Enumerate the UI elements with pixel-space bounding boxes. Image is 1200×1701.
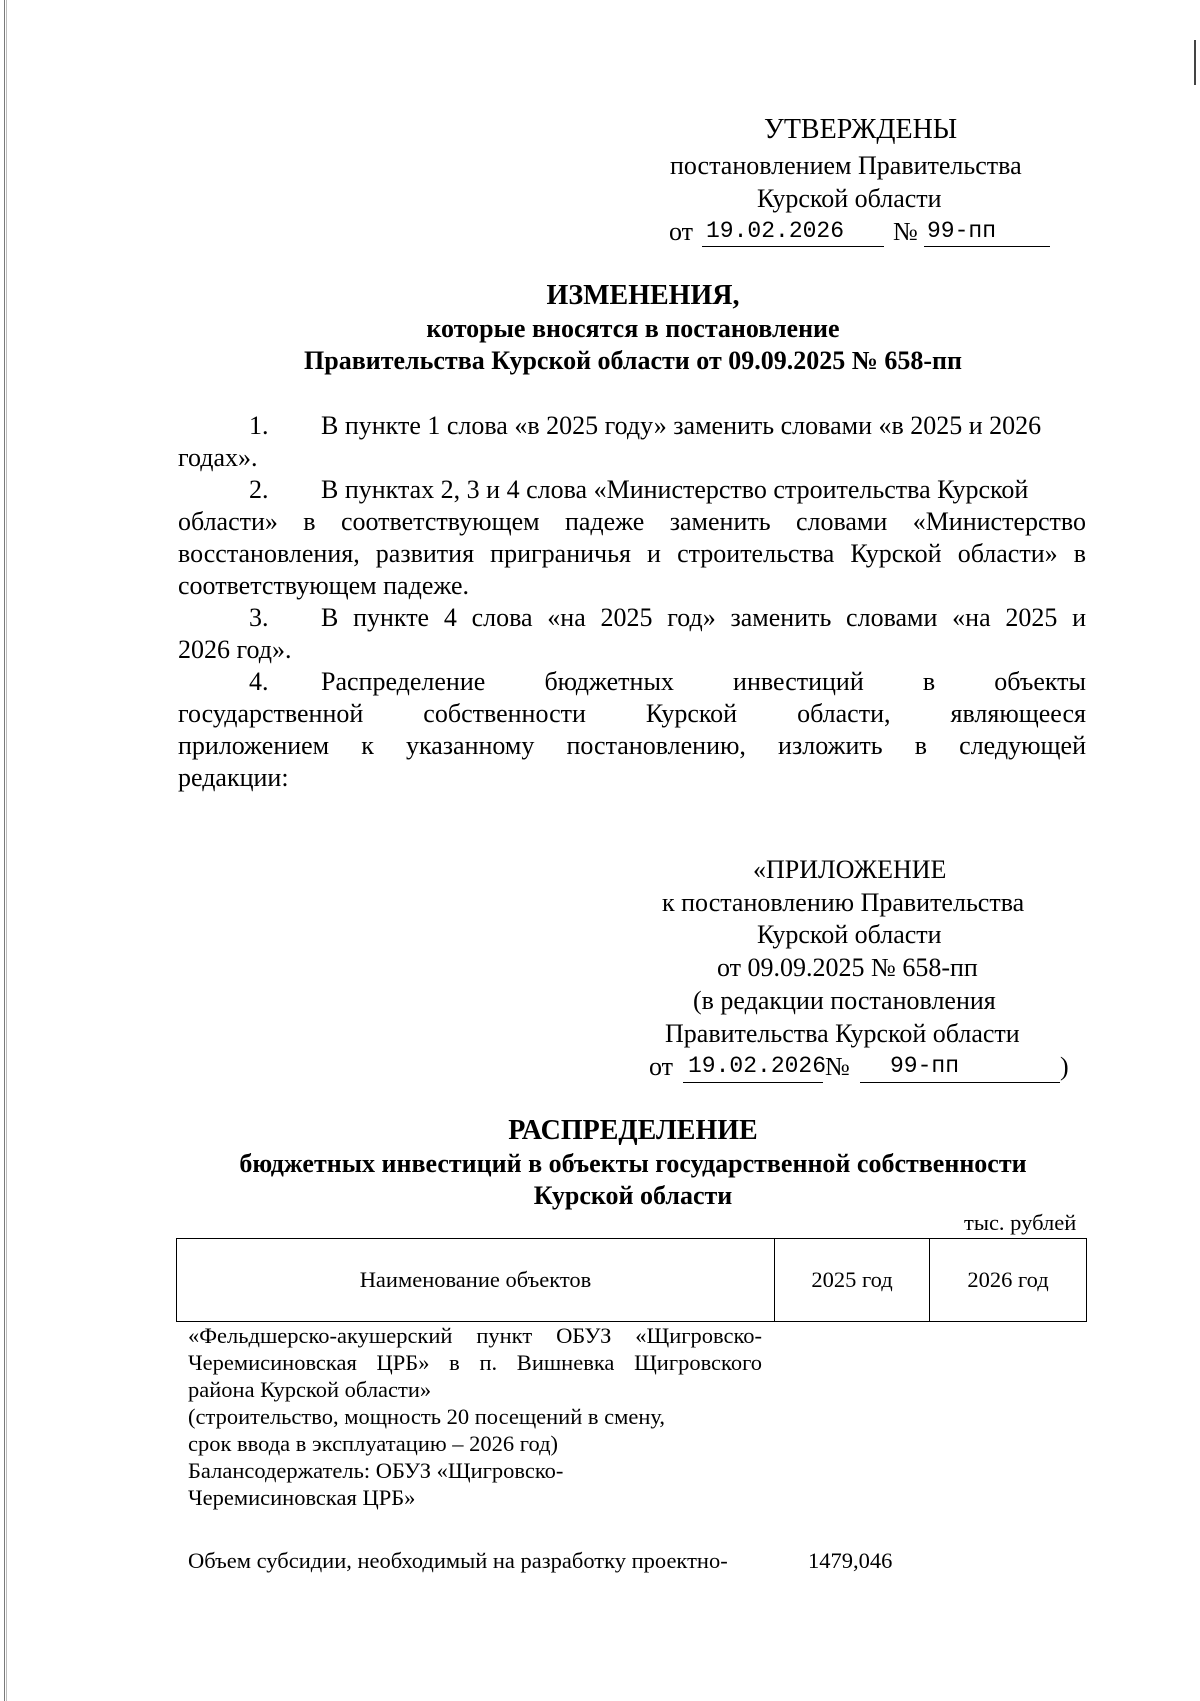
item-text: годах». (178, 443, 258, 472)
approval-line: Курской области (757, 184, 942, 213)
object-line: Черемисиновская ЦРБ» (188, 1485, 416, 1510)
approval-number: 99-пп (927, 218, 997, 244)
approval-title: УТВЕРЖДЕНЫ (764, 114, 958, 145)
change-item-1 (178, 410, 1086, 474)
item-number: 3. (249, 603, 269, 632)
object-line: Балансодержатель: ОБУЗ «Щигровско- (188, 1458, 564, 1483)
scan-edge (1194, 40, 1196, 85)
distribution-subtitle: бюджетных инвестиций в объекты государственной собственности (239, 1149, 1027, 1178)
subsidy-label: Объем субсидии, необходимый на разработку проектно- (188, 1548, 728, 1573)
changes-subtitle: Правительства Курской области от 09.09.2025 № 658-пп (304, 346, 962, 375)
item-text: В пунктах 2, 3 и 4 слова «Министерство строительства Курской (321, 475, 1029, 504)
appendix-line: Курской области (757, 920, 942, 949)
changes-subtitle: которые вносятся в постановление (426, 314, 840, 343)
appendix-number-label: № (825, 1052, 850, 1081)
header-cell-name: Наименование объектов (177, 1239, 775, 1322)
distribution-subtitle: Курской области (533, 1181, 733, 1210)
appendix-line: Правительства Курской области (665, 1019, 1020, 1048)
object-description (188, 1322, 762, 1511)
scan-edge (4, 0, 5, 1701)
item-text: Распределение бюджетных инвестиций в объекты (321, 667, 1086, 696)
item-text: В пункте 4 слова «на 2025 год» заменить словами «на 2025 и (321, 603, 1086, 632)
item-text: соответствующем падеже. (178, 571, 470, 600)
approval-date: 19.02.2026 (706, 218, 845, 244)
units-label: тыс. рублей (964, 1210, 1077, 1235)
distribution-table (176, 1238, 1087, 1322)
approval-number-label: № (893, 217, 918, 246)
object-line: района Курской области» (188, 1377, 432, 1402)
scan-edge (6, 0, 7, 1701)
object-line: (строительство, мощность 20 посещений в смену, (188, 1404, 666, 1429)
object-line: «Фельдшерско-акушерский пункт ОБУЗ «Щигровско- (188, 1323, 762, 1348)
change-item-2 (178, 474, 1086, 602)
appendix-close: ) (1060, 1052, 1069, 1081)
item-text: восстановления, развития приграничья и строительства Курской области» в (178, 539, 1086, 568)
appendix-line: к постановлению Правительства (662, 888, 1025, 917)
item-text: В пункте 1 слова «в 2025 году» заменить словами «в 2025 и 2026 (321, 411, 1042, 440)
item-number: 1. (249, 411, 269, 440)
item-text: редакции: (178, 763, 289, 792)
object-line: срок ввода в эксплуатацию – 2026 год) (188, 1431, 559, 1456)
appendix-date: 19.02.2026 (688, 1053, 827, 1079)
change-item-3 (178, 602, 1086, 666)
appendix-from-label: от (649, 1052, 674, 1081)
table-header-row (177, 1239, 1087, 1322)
item-text: приложением к указанному постановлению, изложить в следующей (178, 731, 1086, 760)
change-item-4 (178, 666, 1086, 794)
appendix-line: (в редакции постановления (693, 986, 996, 1015)
header-cell-2025: 2025 год (775, 1239, 930, 1322)
item-text: 2026 год». (178, 635, 292, 664)
item-text: области» в соответствующем падеже заменить словами «Министерство (178, 507, 1086, 536)
approval-from-label: от (669, 217, 694, 246)
appendix-number: 99-пп (890, 1053, 960, 1079)
subsidy-value-2025: 1479,046 (808, 1548, 893, 1573)
item-text: государственной собственности Курской области, являющееся (178, 699, 1086, 728)
changes-title: ИЗМЕНЕНИЯ, (546, 280, 740, 311)
item-number: 4. (249, 667, 269, 696)
distribution-title: РАСПРЕДЕЛЕНИЕ (508, 1115, 758, 1146)
appendix-title: «ПРИЛОЖЕНИЕ (753, 855, 947, 884)
item-number: 2. (249, 475, 269, 504)
approval-line: постановлением Правительства (670, 151, 1022, 180)
appendix-line: от 09.09.2025 № 658-пп (717, 953, 978, 982)
header-cell-2026: 2026 год (930, 1239, 1087, 1322)
object-line: Черемисиновская ЦРБ» в п. Вишневка Щигровского (188, 1350, 762, 1375)
